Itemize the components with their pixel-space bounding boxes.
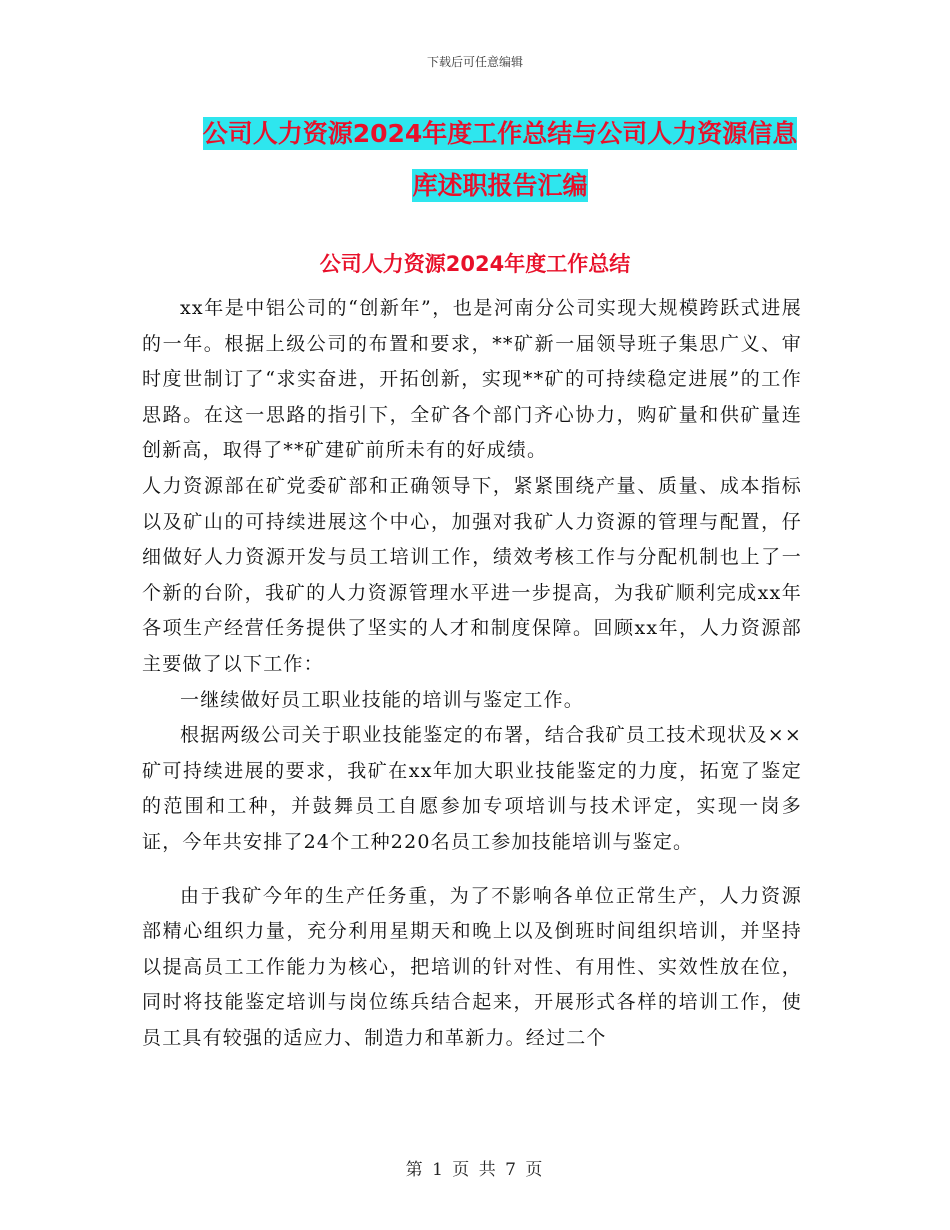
paragraph-5: 由于我矿今年的生产任务重，为了不影响各单位正常生产，人力资源部精心组织力量，充分利用星期天和晚上以及倒班时间组织培训，并坚持以提高员工工作能力为核心，把培训的针对性、有用性、实效性放在位，同时将技能鉴定培训与岗位练兵结合起来，开展形式各样的培训工作，使员工具有较强的适应力、制造力和革新力。经过二个 xyxy=(142,884,802,1049)
page-number-footer: 第 1 页 共 7 页 xyxy=(405,1160,545,1180)
document-title-line-1: 公司人力资源2024年度工作总结与公司人力资源信息 xyxy=(202,119,798,148)
paragraph-3: 一继续做好员工职业技能的培训与鉴定工作。 xyxy=(180,688,585,711)
document-title-line-2: 库述职报告汇编 xyxy=(412,171,588,200)
document-body xyxy=(142,291,802,1056)
header-note: 下载后可任意编辑 xyxy=(426,55,523,69)
paragraph-1: xx年是中铝公司的“创新年”，也是河南分公司实现大规模跨跃式进展的一年。根据上级公司的布置和要求，**矿新一届领导班子集思广义、审时度世制订了“求实奋进，开拓创新，实现**矿的可持续稳定进展”的工作思路。在这一思路的指引下，全矿各个部门齐心协力，购矿量和供矿量连创新高，取得了**矿建矿前所未有的好成绩。 xyxy=(142,297,802,462)
section-title: 公司人力资源2024年度工作总结 xyxy=(319,252,631,276)
paragraph-2: 人力资源部在矿党委矿部和正确领导下，紧紧围绕产量、质量、成本指标以及矿山的可持续进展这个中心，加强对我矿人力资源的管理与配置，仔细做好人力资源开发与员工培训工作，绩效考核工作与分配机制也上了一个新的台阶，我矿的人力资源管理水平进一步提高，为我矿顺利完成xx年各项生产经营任务提供了坚实的人才和制度保障。回顾xx年，人力资源部主要做了以下工作： xyxy=(142,474,802,675)
document-title xyxy=(140,108,860,212)
paragraph-4: 根据两级公司关于职业技能鉴定的布署，结合我矿员工技术现状及××矿可持续进展的要求，我矿在xx年加大职业技能鉴定的力度，拓宽了鉴定的范围和工种，并鼓舞员工自愿参加专项培训与技术评定，实现一岗多证，今年共安排了24个工种220名员工参加技能培训与鉴定。 xyxy=(142,724,802,853)
